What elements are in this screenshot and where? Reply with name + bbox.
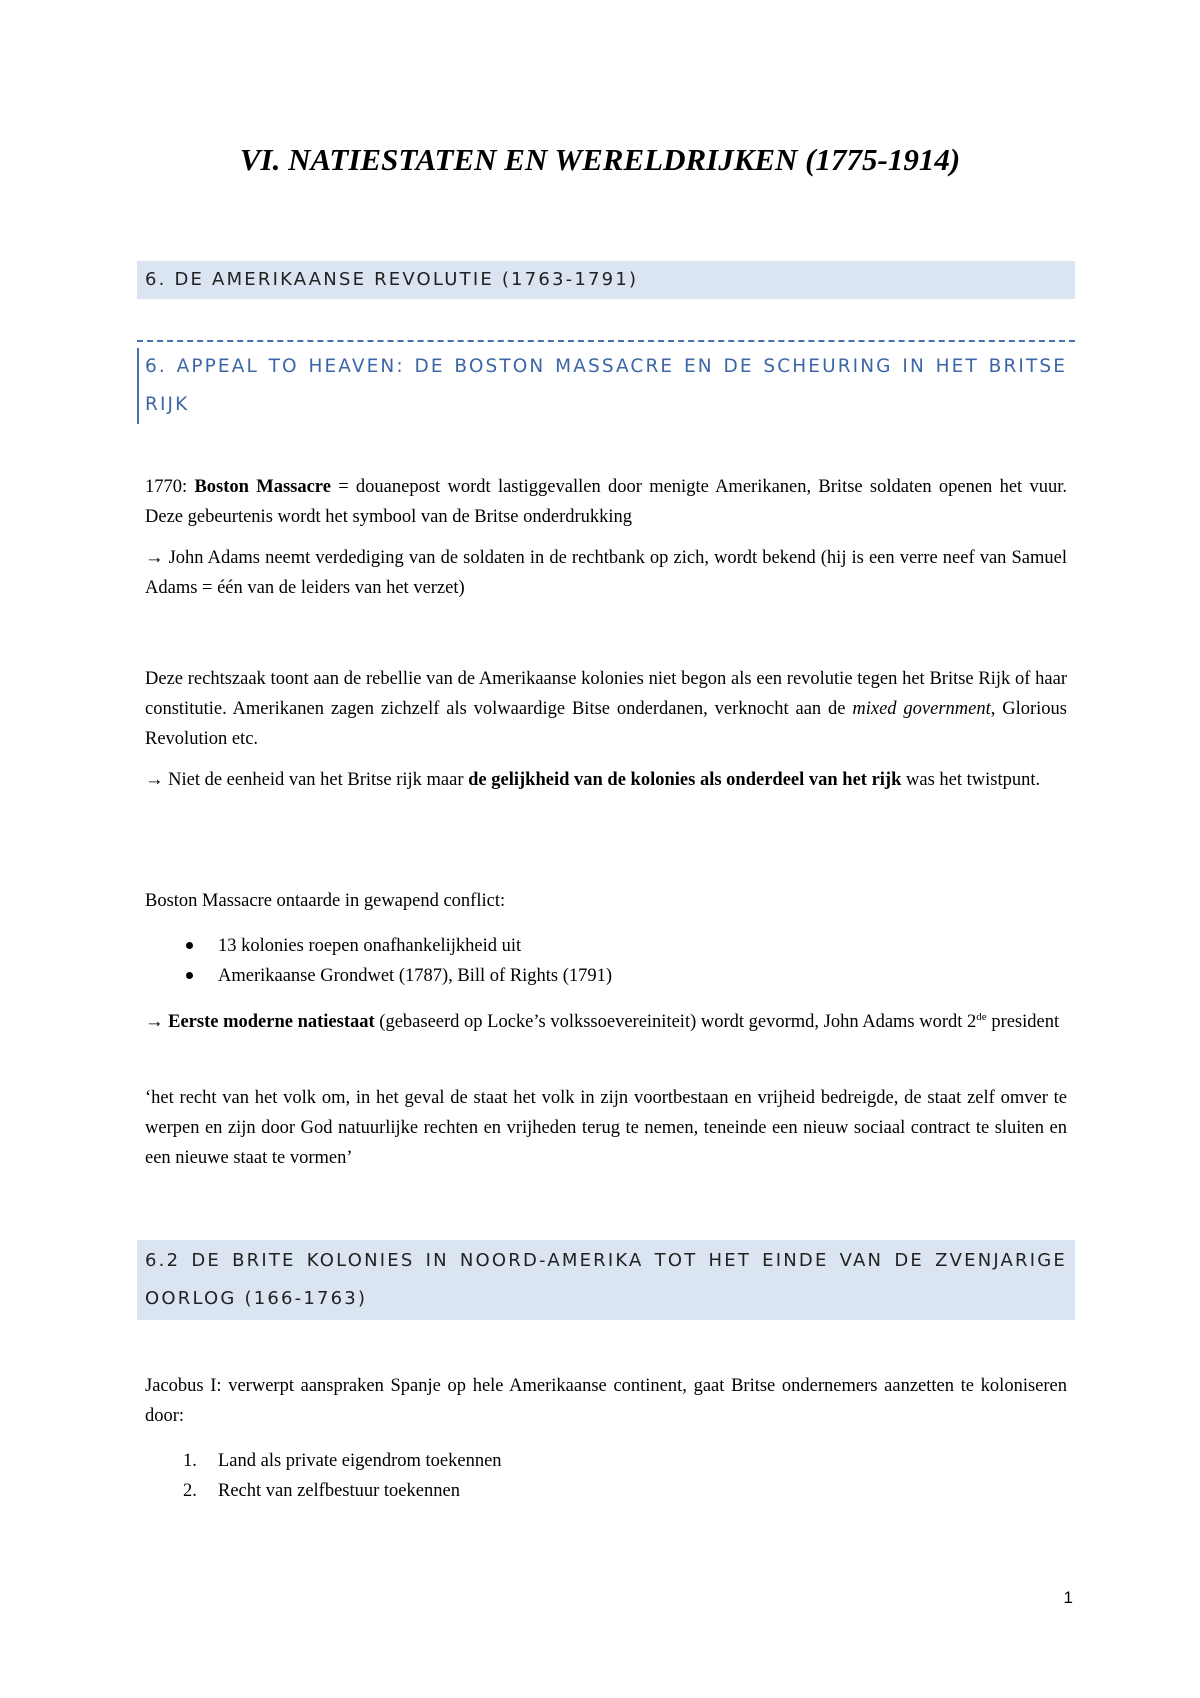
bullet-icon: [186, 972, 193, 979]
paragraph-quote-recht-volk: ‘het recht van het volk om, in het geval de staat het volk in zijn voortbestaan en vrijheid bedreigde, de staat zelf omver te werpen en zijn door God natuurlijke rechten en vrijheden terug te nemen, teneinde een nieuw sociaal contract te sluiten en een nieuwe staat te vormen’: [145, 1088, 1067, 1168]
list-item: Amerikaanse Grondwet (1787), Bill of Rights (1791): [145, 961, 1045, 991]
paragraph-jacobus: Jacobus I: verwerpt aanspraken Spanje op hele Amerikaanse continent, gaat Britse ondernemers aanzetten te koloniseren door:: [145, 1376, 1067, 1426]
numbered-list-koloniseren: [145, 1446, 1045, 1506]
arrow-icon: →: [145, 548, 164, 568]
arrow-icon: →: [145, 770, 164, 790]
paragraph-john-adams: → John Adams neemt verdediging van de soldaten in de rechtbank op zich, wordt bekend (hij is een verre neef van Samuel Adams = één van de leiders van het verzet): [145, 548, 1067, 598]
term-boston-massacre: Boston Massacre: [194, 477, 331, 497]
subsection-heading-text: 6. APPEAL TO HEAVEN: DE BOSTON MASSACRE EN DE SCHEURING IN HET BRITSE RIJK: [145, 356, 1067, 415]
paragraph-eerste-natiestaat: → Eerste moderne natiestaat (gebaseerd op Locke’s volkssoevereiniteit) wordt gevormd, John Adams wordt 2de president: [145, 1010, 1060, 1032]
page-number: 1: [1063, 1588, 1073, 1607]
document-title: VI. NATIESTATEN EN WERELDRIJKEN (1775-1914): [239, 142, 961, 177]
text-cursor-marker: [137, 348, 139, 424]
term-gelijkheid-kolonies: de gelijkheid van de kolonies als onderdeel van het rijk: [468, 770, 902, 790]
paragraph-gewapend-conflict: Boston Massacre ontaarde in gewapend conflict:: [145, 891, 506, 911]
list-item: 13 kolonies roepen onafhankelijkheid uit: [145, 931, 1045, 961]
term-eerste-moderne-natiestaat: Eerste moderne natiestaat: [163, 1012, 375, 1032]
list-item: 2. Recht van zelfbestuur toekennen: [183, 1481, 460, 1501]
section-heading-brite-kolonies: 6.2 DE BRITE KOLONIES IN NOORD-AMERIKA TOT HET EINDE VAN DE ZVENJARIGE OORLOG (166-1763): [137, 1240, 1075, 1320]
subsection-heading-appeal-to-heaven: [137, 340, 1075, 424]
bullet-icon: [186, 942, 193, 949]
paragraph-twistpunt: → Niet de eenheid van het Britse rijk maar de gelijkheid van de kolonies als onderdeel van het rijk was het twistpunt.: [145, 770, 1041, 790]
section-heading-amerikaanse-revolutie: 6. DE AMERIKAANSE REVOLUTIE (1763-1791): [137, 261, 1075, 299]
arrow-icon: →: [145, 1012, 164, 1032]
paragraph-rechtszaak: Deze rechtszaak toont aan de rebellie van de Amerikaanse kolonies niet begon als een revolutie tegen het Britse Rijk of haar constitutie. Amerikanen zagen zichzelf als volwaardige Bitse onderdanen, verknocht aan de mixed government, Glorious Revolution etc.: [145, 669, 1067, 749]
bullet-list-conflict: [145, 931, 1045, 991]
list-item: 1. Land als private eigendrom toekennen: [183, 1451, 502, 1471]
term-mixed-government: mixed government: [852, 699, 991, 719]
paragraph-boston-massacre: 1770: Boston Massacre = douanepost wordt lastiggevallen door menigte Amerikanen, Britse soldaten openen het vuur. Deze gebeurtenis wordt het symbool van de Britse onderdrukking: [145, 477, 1068, 527]
